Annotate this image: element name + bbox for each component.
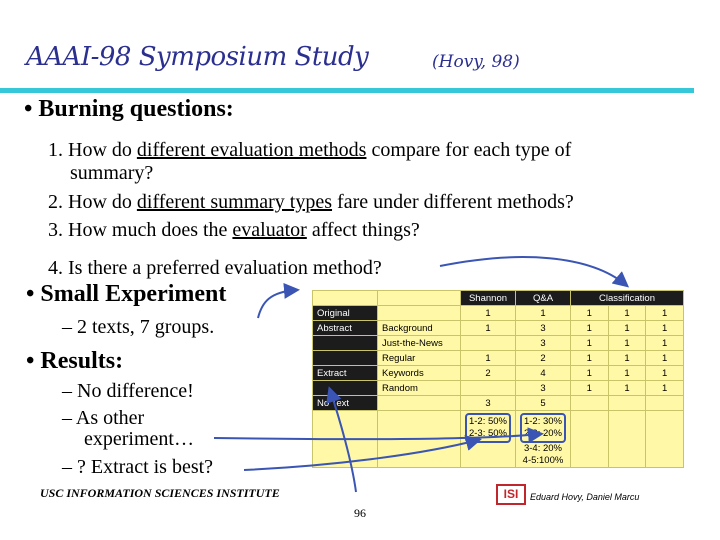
row-type: Background <box>378 321 461 336</box>
cell-class-2: 1 <box>608 336 646 351</box>
cell-class-1: 1 <box>571 336 609 351</box>
shannon-agreement-line: 2-3: 50% <box>468 428 508 439</box>
row-type: Random <box>378 381 461 396</box>
cell-shannon: 2 <box>461 366 516 381</box>
result-2-line-1: – As other <box>62 407 145 429</box>
arrow-footer-to-extract <box>330 390 356 492</box>
row-type: Regular <box>378 351 461 366</box>
cell-class-2: 1 <box>608 351 646 366</box>
header-qa: Q&A <box>516 291 571 306</box>
qa-agreement-line: 3-4: 20% <box>523 443 563 454</box>
question-1-line-1: 1. How do different evaluation methods compare for each type of <box>48 139 572 161</box>
cell-qa: 4 <box>516 366 571 381</box>
row-type: Just-the-News <box>378 336 461 351</box>
footer-institute: USC INFORMATION SCIENCES INSTITUTE <box>40 486 280 500</box>
cell-class-3: 1 <box>646 321 684 336</box>
slide-title: AAAI-98 Symposium Study <box>26 42 369 72</box>
cell-class-2: 1 <box>608 321 646 336</box>
cell-class-3: 1 <box>646 306 684 321</box>
cell-class-2: 1 <box>608 381 646 396</box>
cell-shannon: 3 <box>461 396 516 411</box>
cell-class-1: 1 <box>571 351 609 366</box>
bullet-results: • Results: <box>26 348 124 374</box>
cell-class-2: 1 <box>608 306 646 321</box>
result-2-line-2: experiment… <box>84 428 194 450</box>
header-classification: Classification <box>571 291 684 306</box>
cell-qa: 3 <box>516 381 571 396</box>
cell-qa: 1 <box>516 306 571 321</box>
qa-agreement-line: 4-5:100% <box>522 455 564 466</box>
cell-class-1: 1 <box>571 321 609 336</box>
cell-class-1: 1 <box>571 306 609 321</box>
question-1-line-2: summary? <box>70 162 154 184</box>
cell-class-1: 1 <box>571 366 609 381</box>
cell-class-3: 1 <box>646 381 684 396</box>
page-number: 96 <box>354 506 366 520</box>
result-1: – No difference! <box>62 380 194 402</box>
cell-class-3: 1 <box>646 336 684 351</box>
cell-qa: 2 <box>516 351 571 366</box>
cell-qa: 5 <box>516 396 571 411</box>
cell-qa: 3 <box>516 321 571 336</box>
bullet-small-experiment: • Small Experiment <box>26 281 227 307</box>
cell-qa: 3 <box>516 336 571 351</box>
row-group: Original <box>313 306 378 321</box>
cell-shannon: 1 <box>461 351 516 366</box>
citation: (Hovy, 98) <box>432 52 520 72</box>
cell-class-1: 1 <box>571 381 609 396</box>
qa-agreement-line: 1-2: 30% <box>523 416 563 427</box>
arrow-q4-to-classification <box>440 257 626 285</box>
cell-shannon: 1 <box>461 321 516 336</box>
row-group: No Text <box>313 396 378 411</box>
arrow-extract-to-shannon <box>244 440 478 470</box>
bullet-burning-questions: • Burning questions: <box>24 96 234 122</box>
question-4: 4. Is there a preferred evaluation method? <box>48 257 382 279</box>
cell-shannon: 1 <box>461 306 516 321</box>
qa-agreement-line: 2-3: 20% <box>523 428 563 439</box>
cell-class-3: 1 <box>646 366 684 381</box>
cell-class-2: 1 <box>608 366 646 381</box>
footer-authors: Eduard Hovy, Daniel Marcu <box>530 492 640 502</box>
question-3: 3. How much does the evaluator affect things? <box>48 219 420 241</box>
small-experiment-detail: – 2 texts, 7 groups. <box>62 316 215 338</box>
question-2: 2. How do different summary types fare under different methods? <box>48 191 574 213</box>
result-3: – ? Extract is best? <box>62 456 214 478</box>
row-group: Abstract <box>313 321 378 336</box>
row-group: Extract <box>313 366 378 381</box>
arrow-other-to-qa <box>214 434 540 439</box>
shannon-agreement-line: 1-2: 50% <box>468 416 508 427</box>
row-type: Keywords <box>378 366 461 381</box>
isi-logo-icon: ISI <box>496 484 526 505</box>
header-shannon: Shannon <box>461 291 516 306</box>
arrow-small-to-table <box>258 290 296 318</box>
cell-class-3: 1 <box>646 351 684 366</box>
